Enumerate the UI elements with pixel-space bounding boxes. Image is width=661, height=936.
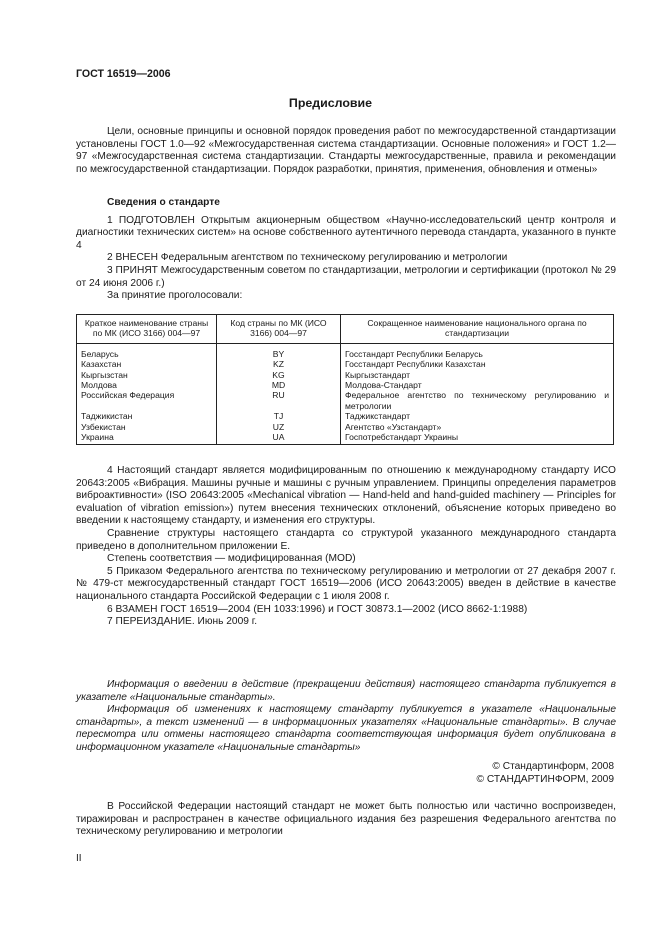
header-body: Сокращенное наименование национального органа по стандартизации <box>341 315 614 344</box>
table-row <box>77 422 614 432</box>
code-cell: RU <box>217 390 341 411</box>
item-3: 3 ПРИНЯТ Межгосударственным советом по стандартизации, метрологии и сертификации (протокол № 29 от 24 июня 2006 г.) <box>76 264 616 289</box>
code-cell: KG <box>217 370 341 380</box>
body-cell: Агентство «Узстандарт» <box>341 422 614 432</box>
intro-block <box>76 126 616 176</box>
body-cell: Федеральное агентство по техническому регулированию и метрологии <box>341 390 614 411</box>
item-6: 6 ВЗАМЕН ГОСТ 16519—2004 (ЕН 1033:1996) и ГОСТ 30873.1—2002 (ИСО 8662-1:1988) <box>107 603 528 615</box>
header-country: Краткое наименование страны по МК (ИСО 3166) 004—97 <box>77 315 217 344</box>
table-row <box>77 343 614 359</box>
structure-comparison: Сравнение структуры настоящего стандарта со структурой указанного международного стандарта приведено в дополнительном приложении Е. <box>76 527 616 552</box>
body-cell: Таджикстандарт <box>341 411 614 421</box>
item-1: 1 ПОДГОТОВЛЕН Открытым акционерным обществом «Научно-исследовательский центр контроля и диагностики технических систем» на основе собственного аутентичного перевода стандарта, указанного в пункте 4 <box>76 214 616 251</box>
table-header-row <box>77 315 614 344</box>
body-cell: Молдова-Стандарт <box>341 380 614 390</box>
code-cell: UA <box>217 432 341 445</box>
items-continued-block <box>76 465 616 629</box>
standard-info-block <box>76 197 616 303</box>
country-cell: Молдова <box>77 380 217 390</box>
copyright-line-2: © СТАНДАРТИНФОРМ, 2009 <box>476 773 614 785</box>
item-7: 7 ПЕРЕИЗДАНИЕ. Июнь 2009 г. <box>107 616 258 628</box>
item-2: 2 ВНЕСЕН Федеральным агентством по техническому регулированию и метрологии <box>107 252 508 264</box>
code-cell: KZ <box>217 359 341 369</box>
item-4: 4 Настоящий стандарт является модифицированным по отношению к международному стандарту ИСО 20643:2005 «Вибрация. Машины ручные и машины с ручным управлением. Принципы определения параметров виброактивности» (ISO 20643:2005 «Mechanical vibration — Hand-held and hand-guided machinery — Principles for evaluation of vibration emission») путем внесения технических отклонений, объяснение которых приведено во введении к настоящему стандарту, и изменения его структуры. <box>76 465 616 527</box>
table-row <box>77 359 614 369</box>
item-5: 5 Приказом Федерального агентства по техническому регулированию и метрологии от 27 декабря 2007 г. № 479-ст межгосударственный стандарт ГОСТ 16519—2006 (ИСО 20643:2005) введен в действие в качестве национального стандарта Российской Федерации с 1 июля 2008 г. <box>76 565 616 602</box>
body-cell: Госстандарт Республики Казахстан <box>341 359 614 369</box>
table-row <box>77 390 614 411</box>
intro-paragraph: Цели, основные принципы и основной порядок проведения работ по межгосударственной стандартизации установлены ГОСТ 1.0—92 «Межгосударственная система стандартизации. Основные положения» и ГОСТ 1.2—97 «Межгосударственная система стандартизации. Стандарты межгосударственные, правила и рекомендации по межгосударственной стандартизации. Порядок разработки, принятия, применения, обновления и отмены» <box>76 126 616 175</box>
publication-info-block <box>76 679 616 755</box>
country-cell: Казахстан <box>77 359 217 369</box>
reproduction-notice-block <box>76 801 616 839</box>
country-cell: Кыргызстан <box>77 370 217 380</box>
header-code: Код страны по МК (ИСО 3166) 004—97 <box>217 315 341 344</box>
document-header: ГОСТ 16519—2006 <box>76 68 171 80</box>
country-cell: Российская Федерация <box>77 390 217 411</box>
code-cell: BY <box>217 343 341 359</box>
body-cell: Кыргызстандарт <box>341 370 614 380</box>
code-cell: MD <box>217 380 341 390</box>
info-paragraph-1: Информация о введении в действие (прекращении действия) настоящего стандарта публикуется в указателе «Национальные стандарты». <box>76 679 616 703</box>
body-cell: Госстандарт Республики Беларусь <box>341 343 614 359</box>
country-cell: Таджикистан <box>77 411 217 421</box>
copyright-block <box>477 761 615 786</box>
degree-of-correspondence: Степень соответствия — модифицированная (MOD) <box>107 553 356 565</box>
table-row <box>77 380 614 390</box>
voted-label: За принятие проголосовали: <box>107 290 243 302</box>
page-title: Предисловие <box>288 96 373 110</box>
voting-states-table <box>76 314 614 445</box>
country-cell: Украина <box>77 432 217 445</box>
page-number: II <box>76 853 82 864</box>
info-paragraph-2: Информация об изменениях к настоящему стандарту публикуется в указателе «Национальные стандарты», а текст изменений — в информационных указателях «Национальные стандарты». В случае пересмотра или отмены настоящего стандарта соответствующая информация будет опубликована в информационном указателе «Национальные стандарты» <box>76 704 616 753</box>
reproduction-notice: В Российской Федерации настоящий стандарт не может быть полностью или частично воспроизведен, тиражирован и распространен в качестве официального издания без разрешения Федерального агентства по техническому регулированию и метрологии <box>76 801 616 838</box>
code-cell: TJ <box>217 411 341 421</box>
table-row <box>77 432 614 445</box>
section-title: Сведения о стандарте <box>107 197 220 208</box>
body-cell: Госпотребстандарт Украины <box>341 432 614 445</box>
table-row <box>77 370 614 380</box>
code-cell: UZ <box>217 422 341 432</box>
country-cell: Узбекистан <box>77 422 217 432</box>
country-cell: Беларусь <box>77 343 217 359</box>
copyright-line-1: © Стандартинформ, 2008 <box>492 761 614 772</box>
table-row <box>77 411 614 421</box>
